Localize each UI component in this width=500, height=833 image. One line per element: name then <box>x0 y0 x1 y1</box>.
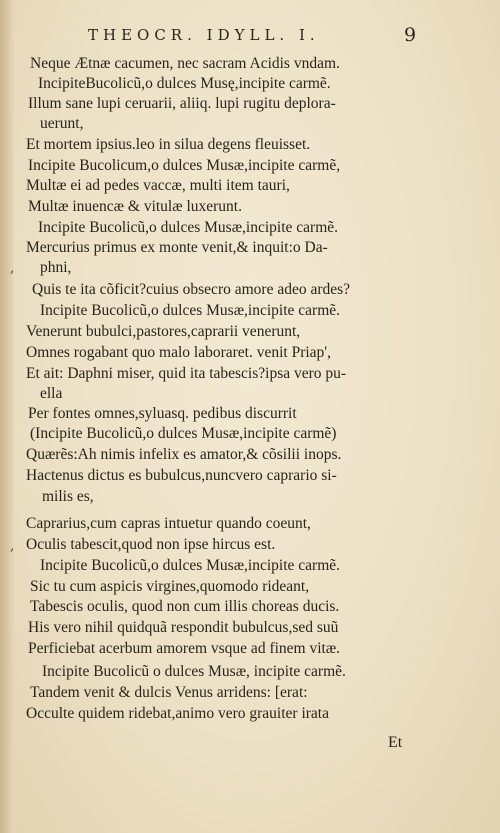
verse-line: Tandem venit & dulcis Venus arridens: [erat: <box>30 684 308 701</box>
verse-line: Omnes rogabant quo malo laboraret. venit Priap', <box>26 344 331 361</box>
margin-mark: , <box>10 538 15 554</box>
verse-line: Incipite Bucolicũ,o dulces Musæ,incipite carmẽ. <box>38 219 339 236</box>
running-head: THEOCR. IDYLL. I. <box>88 26 320 44</box>
verse-line: Sic tu cum aspicis virgines,quomodo rideant, <box>30 578 310 595</box>
page-number: 9 <box>404 24 417 46</box>
verse-line: Tabescis oculis, quod non cum illis choreas ducis. <box>30 598 340 615</box>
page-gutter <box>0 0 14 833</box>
verse-line: His vero nihil quidquã respondit bubulcus,sed suũ <box>28 619 339 636</box>
verse-line: Et ait: Daphni miser, quid ita tabescis?ipsa vero pu- <box>26 365 347 382</box>
verse-line: Neque Ætnæ cacumen, nec sacram Acidis vndam. <box>30 55 340 72</box>
verse-line: Quærẽs:Ah nimis infelix es amator,& cõsilii inops. <box>26 446 342 463</box>
verse-line: Perficiebat acerbum amorem vsque ad finem vitæ. <box>28 640 341 657</box>
verse-line: ella <box>40 385 63 402</box>
verse-line: Incipite Bucolicũ o dulces Musæ, incipite carmẽ. <box>42 663 346 680</box>
verse-line: Oculis tabescit,quod non ipse hircus est. <box>26 536 276 553</box>
margin-mark: , <box>10 260 15 276</box>
verse-line: milis es, <box>42 488 94 505</box>
verse-line: Quis te ita cõficit?cuius obsecro amore adeo ardes? <box>32 281 351 298</box>
verse-line: phni, <box>40 259 72 276</box>
verse-line: Incipite Bucolicũ,o dulces Musæ,incipite carmẽ. <box>40 557 341 574</box>
verse-line: Venerunt bubulci,pastores,caprarii venerunt, <box>26 323 301 340</box>
verse-line: Multæ ei ad pedes vaccæ, multi item tauri, <box>26 177 290 194</box>
verse-line: Mercurius primus ex monte venit,& inquit:o Da- <box>26 239 328 256</box>
catchword: Et <box>388 734 403 751</box>
verse-line: Incipite Bucolicũ,o dulces Musæ,incipite carmẽ. <box>40 302 341 319</box>
verse-line: Multæ inuencæ & vitulæ luxerunt. <box>28 198 242 215</box>
verse-line: Incipite Bucolicum,o dulces Musæ,incipite carmẽ, <box>28 157 341 174</box>
verse-line: Caprarius,cum capras intuetur quando coeunt, <box>26 515 311 532</box>
verse-line: Per fontes omnes,syluasq. pedibus discurrit <box>28 405 297 422</box>
verse-line: Hactenus dictus es bubulcus,nuncvero caprario si- <box>26 467 337 484</box>
verse-line: Et mortem ipsius.leo in silua degens fleuisset. <box>26 136 311 153</box>
verse-line: Illum sane lupi ceruarii, aliiq. lupi rugitu deplora- <box>28 95 336 112</box>
verse-line: (Incipite Bucolicũ,o dulces Musæ,incipite carmẽ) <box>30 425 337 442</box>
verse-line: IncipiteBucolicũ,o dulces Musę,incipite carmẽ. <box>38 75 331 92</box>
verse-line: uerunt, <box>40 115 84 132</box>
verse-line: Occulte quidem ridebat,animo vero grauiter irata <box>26 705 329 722</box>
